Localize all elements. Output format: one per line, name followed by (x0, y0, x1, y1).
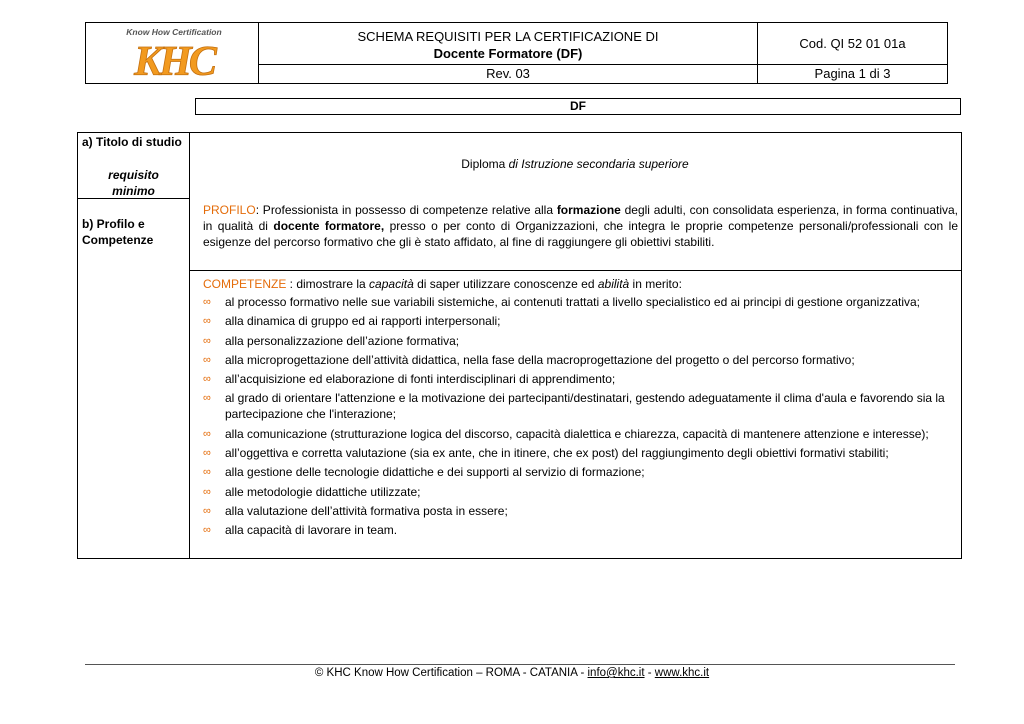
document-code: Cod. QI 52 01 01a (758, 23, 947, 65)
list-item-text: al grado di orientare l'attenzione e la motivazione dei partecipanti/destinatari, gestendo adeguatamente il clima d'aula e favorendo sia la partecipazione che l'interazione; (225, 391, 945, 422)
infinity-icon: ∞ (203, 524, 211, 537)
infinity-icon: ∞ (203, 315, 211, 328)
list-item (203, 445, 961, 461)
competences-text-3: in merito: (629, 277, 682, 291)
list-item-text: all’acquisizione ed elaborazione di fonti interdisciplinari di apprendimento; (225, 372, 616, 387)
list-item (203, 352, 961, 368)
footer (0, 667, 1024, 679)
competences-intro (203, 276, 682, 292)
logo-mark: KHC (134, 39, 214, 83)
infinity-icon: ∞ (203, 353, 211, 366)
competences-italic-1: capacità (369, 277, 414, 291)
infinity-icon: ∞ (203, 466, 211, 479)
infinity-icon: ∞ (203, 296, 211, 308)
email-link[interactable]: info@khc.it (587, 667, 645, 679)
list-item-text: alla microprogettazione dell’attività didattica, nella fase della macroprogettazione del progetto o del percorso formativo; (225, 352, 855, 367)
competences-italic-2: abilità (597, 277, 630, 291)
profile-text-3: presso o per conto di Organizzazioni, che integra le proprie competenze personali/professionali con le esigenze del percorso formativo che gli è stato affidato, al fine di raggiungere gli obiettivi stabiliti. (203, 219, 958, 249)
competences-list (203, 294, 961, 542)
list-item-text: alla comunicazione (strutturazione logica del discorso, capacità dialettica e chiarezza, capacità di mantenere attenzione e interesse); (225, 426, 929, 441)
list-item-text: alla valutazione dell’attività formativa posta in essere; (225, 503, 508, 518)
profile-divider (189, 270, 961, 271)
infinity-icon: ∞ (203, 447, 211, 460)
infinity-icon: ∞ (203, 427, 211, 440)
document-revision: Rev. 03 (259, 65, 758, 83)
footer-text: © KHC Know How Certification – ROMA - CATANIA - (314, 667, 588, 679)
list-item-text: all’oggettiva e corretta valutazione (sia ex ante, che in itinere, che ex post) del raggiungimento degli obiettivi formativi stabiliti; (225, 446, 889, 461)
list-item (203, 484, 961, 500)
competences-heading: COMPETENZE (203, 277, 287, 291)
logo-tagline: Know How Certification (126, 27, 222, 37)
footer-divider (85, 664, 955, 665)
list-item-text: al processo formativo nelle sue variabili sistemiche, ai contenuti trattati a livello specialistico ed ai principi di gestione organizzativa; (225, 295, 921, 309)
competences-text-1: : dimostrare la (286, 277, 370, 291)
list-item (203, 371, 961, 387)
list-item-text: alla dinamica di gruppo ed ai rapporti interpersonali; (225, 314, 501, 329)
infinity-icon: ∞ (203, 334, 211, 347)
infinity-icon: ∞ (203, 392, 211, 405)
diploma-type: di Istruzione secondaria superiore (508, 157, 689, 171)
profile-paragraph (203, 202, 958, 250)
list-item (203, 426, 961, 442)
column-divider (189, 133, 190, 558)
document-header (85, 22, 948, 84)
title-line-2: Docente Formatore (DF) (433, 46, 583, 61)
list-item-text: alla gestione delle tecnologie didattiche e dei supporti al servizio di formazione; (225, 465, 645, 480)
list-item-text: alle metodologie didattiche utilizzate; (225, 484, 421, 499)
diploma-prefix: Diploma (461, 157, 509, 171)
list-item (203, 390, 961, 422)
title-line-1: SCHEMA REQUISITI PER LA CERTIFICAZIONE DI (357, 29, 659, 44)
list-item-text: alla personalizzazione dell’azione formativa; (225, 333, 460, 348)
section-b-label-2: Competenze (82, 233, 154, 247)
diploma-requirement (189, 157, 961, 171)
list-item (203, 464, 961, 480)
infinity-icon: ∞ (203, 373, 211, 386)
competences-text-2: di saper utilizzare conoscenze ed (413, 277, 598, 291)
requirement-line-1: requisito (108, 168, 159, 182)
list-item-text: alla capacità di lavorare in team. (225, 523, 398, 538)
profile-text-2: degli adulti, con consolidata esperienza, in forma continuativa, in qualità di (203, 203, 958, 233)
website-link[interactable]: www.khc.it (654, 667, 710, 679)
list-item (203, 522, 961, 538)
profile-bold-1: formazione (556, 203, 621, 217)
infinity-icon: ∞ (203, 485, 211, 498)
list-item (203, 503, 961, 519)
footer-separator: - (644, 667, 655, 679)
profile-bold-2: docente formatore, (273, 219, 385, 233)
requirements-table (77, 132, 962, 559)
profile-heading: PROFILO (203, 203, 256, 217)
profile-text-1: : Professionista in possesso di competenze relative alla (255, 203, 557, 217)
khc-logo (86, 23, 258, 83)
section-b-label-1: b) Profilo e (82, 217, 145, 231)
list-item (203, 294, 961, 310)
page-number: Pagina 1 di 3 (814, 66, 891, 81)
infinity-icon: ∞ (203, 504, 211, 517)
requirement-line-2: minimo (112, 184, 155, 198)
df-label: DF (195, 98, 961, 115)
section-a-label: a) Titolo di studio (82, 135, 182, 149)
logo-cell (86, 23, 259, 83)
list-item (203, 313, 961, 329)
document-title (259, 23, 758, 65)
list-item (203, 333, 961, 349)
